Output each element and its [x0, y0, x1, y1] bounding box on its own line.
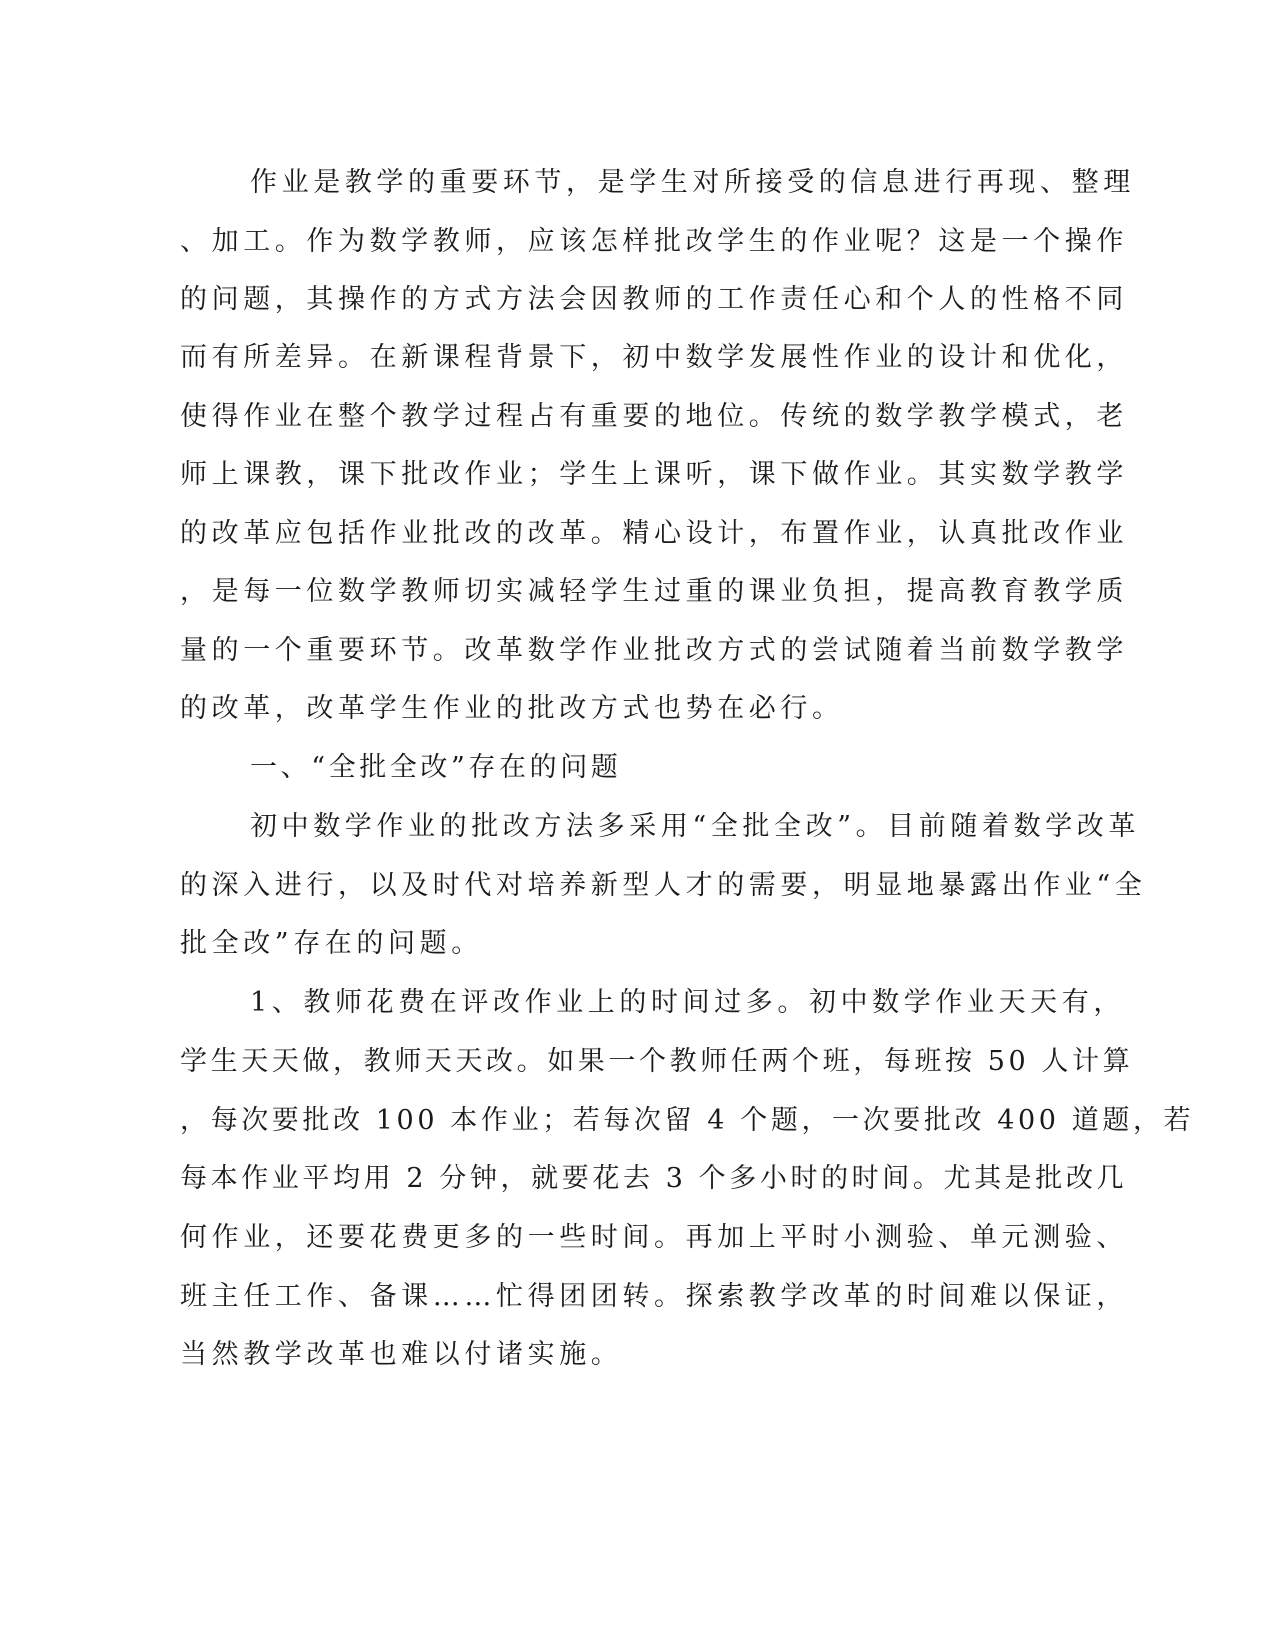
paragraph-line: 班主任工作、备课……忙得团团转。探索教学改革的时间难以保证， — [180, 1281, 1128, 1312]
paragraph-line: 的深入进行，以及时代对培养新型人才的需要，明显地暴露出作业“全 — [180, 870, 1147, 901]
paragraph-line: 的改革应包括作业批改的改革。精心设计，布置作业，认真批改作业 — [180, 518, 1128, 549]
paragraph-line: 作业是教学的重要环节，是学生对所接受的信息进行再现、整理 — [250, 167, 1135, 198]
paragraph-line: 使得作业在整个教学过程占有重要的地位。传统的数学教学模式，老 — [180, 401, 1128, 432]
paragraph-line: 何作业，还要花费更多的一些时间。再加上平时小测验、单元测验、 — [180, 1222, 1128, 1253]
paragraph-line: 师上课教，课下批改作业；学生上课听，课下做作业。其实数学教学 — [180, 459, 1128, 490]
paragraph-line: ，每次要批改 100 本作业；若每次留 4 个题，一次要批改 400 道题，若 — [180, 1105, 1195, 1136]
section-heading: 一、“全批全改”存在的问题 — [250, 752, 622, 783]
paragraph-line: 量的一个重要环节。改革数学作业批改方式的尝试随着当前数学教学 — [180, 635, 1128, 666]
paragraph-line: 的问题，其操作的方式方法会因教师的工作责任心和个人的性格不同 — [180, 284, 1128, 315]
paragraph-line: 每本作业平均用 2 分钟，就要花去 3 个多小时的时间。尤其是批改几 — [180, 1163, 1128, 1194]
paragraph-line: 、加工。作为数学教师，应该怎样批改学生的作业呢？这是一个操作 — [180, 226, 1128, 257]
paragraph-line: 批全改”存在的问题。 — [180, 928, 483, 959]
paragraph-line: ，是每一位数学教师切实减轻学生过重的课业负担，提高教育教学质 — [180, 576, 1128, 607]
paragraph-line: 初中数学作业的批改方法多采用“全批全改”。目前随着数学改革 — [250, 811, 1141, 842]
paragraph-line: 当然教学改革也难以付诸实施。 — [180, 1339, 623, 1370]
paragraph-line: 学生天天做，教师天天改。如果一个教师任两个班，每班按 50 人计算 — [180, 1046, 1134, 1077]
paragraph-line: 而有所差异。在新课程背景下，初中数学发展性作业的设计和优化， — [180, 342, 1128, 373]
paragraph-line: 的改革，改革学生作业的批改方式也势在必行。 — [180, 693, 844, 724]
paragraph-line: 1、教师花费在评改作业上的时间过多。初中数学作业天天有， — [250, 987, 1125, 1018]
